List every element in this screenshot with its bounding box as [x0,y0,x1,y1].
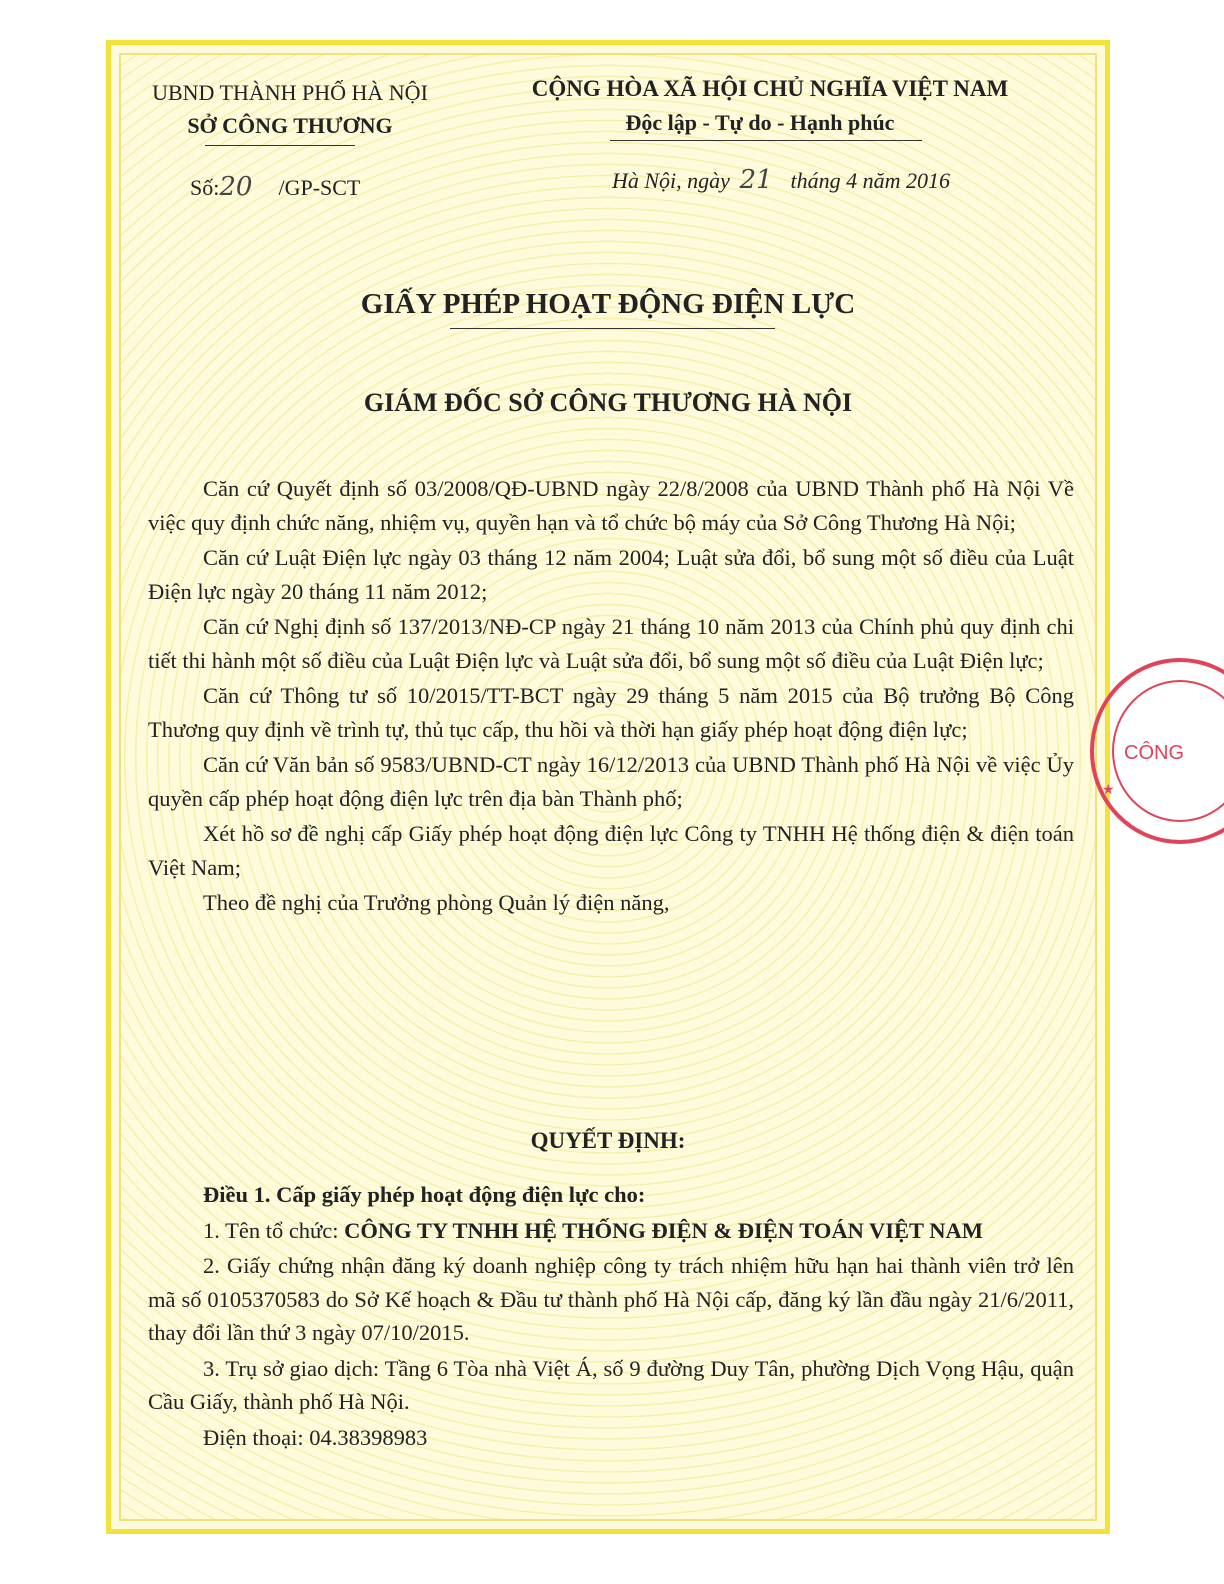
decision-body [148,1178,1074,1456]
document-title: GIẤY PHÉP HOẠT ĐỘNG ĐIỆN LỰC [360,288,856,320]
handwritten-number: 20 [219,172,253,202]
paragraph: Căn cứ Thông tư số 10/2015/TT-BCT ngày 29 tháng 5 năm 2015 của Bộ trưởng Bộ Công Thương quy định về trình tự, thủ tục cấp, thu hồi và thời hạn giấy phép hoạt động điện lực; [148,683,1074,742]
office-address: 3. Trụ sở giao dịch: Tầng 6 Tòa nhà Việt Á, số 9 đường Duy Tân, phường Dịch Vọng Hậu, quận Cầu Giấy, thành phố Hà Nội. [148,1355,1074,1414]
legal-basis [148,472,1074,922]
star-icon: ★ [1102,783,1115,798]
national-title: CỘNG HÒA XÃ HỘI CHỦ NGHĨA VIỆT NAM [531,76,1009,101]
paragraph: Xét hồ sơ đề nghị cấp Giấy phép hoạt động điện lực Công ty TNHH Hệ thống điện & điện toán Việt Nam; [148,821,1074,880]
decision-heading: QUYẾT ĐỊNH: [530,1128,686,1153]
document-number: Số:20 /GP-SCT [190,172,361,202]
official-seal: CÔNG ★ [1090,658,1224,844]
paragraph: Căn cứ Luật Điện lực ngày 03 tháng 12 năm 2004; Luật sửa đổi, bổ sung một số điều của Luật Điện lực ngày 20 tháng 11 năm 2012; [148,545,1074,604]
national-motto: Độc lập - Tự do - Hạnh phúc [625,110,895,135]
issue-date: Hà Nội, ngày 21 tháng 4 năm 2016 [612,165,951,195]
article-1: Điều 1. Cấp giấy phép hoạt động điện lực cho: [203,1182,646,1207]
divider [610,140,922,141]
divider [450,328,775,329]
phone: Điện thoại: 04.38398983 [203,1424,428,1450]
paragraph: Căn cứ Văn bản số 9583/UBND-CT ngày 16/12/2013 của UBND Thành phố Hà Nội về việc Ủy quyền cấp phép hoạt động điện lực trên địa bàn Thành phố; [148,752,1074,811]
issuer-department: SỞ CÔNG THƯƠNG [187,113,393,138]
organization-name: 1. Tên tổ chức: CÔNG TY TNHH HỆ THỐNG ĐIỆN & ĐIỆN TOÁN VIỆT NAM [203,1217,984,1243]
business-registration: 2. Giấy chứng nhận đăng ký doanh nghiệp công ty trách nhiệm hữu hạn hai thành viên trở lên mã số 0105370583 do Sở Kế hoạch & Đầu tư thành phố Hà Nội cấp, đăng ký lần đầu ngày 21/6/2011, thay đổi lần thứ 3 ngày 07/10/2015. [148,1253,1074,1345]
paragraph: Căn cứ Quyết định số 03/2008/QĐ-UBND ngày 22/8/2008 của UBND Thành phố Hà Nội Về việc quy định chức năng, nhiệm vụ, quyền hạn và tổ chức bộ máy của Sở Công Thương Hà Nội; [148,476,1074,535]
divider [205,145,355,146]
document-subtitle: GIÁM ĐỐC SỞ CÔNG THƯƠNG HÀ NỘI [363,388,853,417]
issuer-authority: UBND THÀNH PHỐ HÀ NỘI [152,80,428,105]
paragraph: Theo đề nghị của Trưởng phòng Quản lý điện năng, [203,890,670,915]
paragraph: Căn cứ Nghị định số 137/2013/NĐ-CP ngày 21 tháng 10 năm 2013 của Chính phủ quy định chi tiết thi hành một số điều của Luật Điện lực và Luật sửa đổi, bổ sung một số điều của Luật Điện lực; [148,614,1074,673]
